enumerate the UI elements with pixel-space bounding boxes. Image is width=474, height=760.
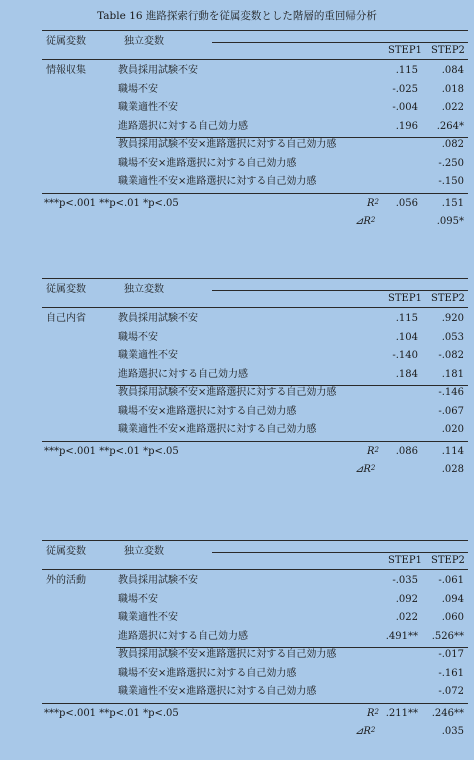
- step1-value: -.004: [392, 102, 418, 113]
- iv-label: 職業適性不安×進路選択に対する自己効力感: [118, 686, 317, 697]
- step2-value: .060: [441, 612, 464, 623]
- top-rule: [42, 540, 468, 541]
- step1-value: .196: [395, 120, 418, 132]
- iv-label: 進路選択に対する自己効力感: [118, 368, 248, 380]
- r-squared-step1: .211**: [385, 707, 418, 719]
- step2-value: .084: [441, 65, 464, 76]
- step2-value: .053: [441, 331, 464, 343]
- r-squared-step2: .114: [441, 445, 464, 457]
- step2-header: STEP2: [431, 45, 465, 56]
- iv-label: 職場不安: [118, 331, 158, 343]
- iv-label: 教員採用試験不安: [118, 65, 198, 76]
- delta-r-squared-label: $⊿R^2$: [355, 464, 376, 475]
- step2-value: -.250: [438, 157, 464, 169]
- step2-value: .082: [441, 139, 464, 150]
- dv-header: 従属変数: [46, 36, 86, 47]
- iv-label: 教員採用試験不安×進路選択に対する自己効力感: [118, 139, 337, 150]
- iv-label: 職場不安×進路選択に対する自己効力感: [118, 405, 297, 417]
- top-rule: [42, 278, 468, 279]
- dv-header: 従属変数: [46, 284, 86, 295]
- iv-label: 職業適性不安×進路選択に対する自己効力感: [118, 424, 317, 435]
- iv-label: 教員採用試験不安×進路選択に対する自己効力感: [118, 387, 337, 398]
- subheader-rule: [42, 307, 468, 308]
- step2-value: .264*: [436, 120, 464, 132]
- step1-value: .115: [395, 65, 418, 76]
- step1-header: STEP1: [388, 45, 422, 56]
- delta-r-squared-label: $⊿R^2$: [355, 216, 376, 227]
- dv-header: 従属変数: [46, 546, 86, 557]
- iv-header: 独立変数: [124, 284, 164, 295]
- step1-value: .104: [395, 331, 418, 343]
- delta-r-squared-label: $⊿R^2$: [355, 726, 376, 737]
- step2-value: -.067: [438, 405, 464, 417]
- step2-value: .181: [441, 368, 464, 380]
- table-title: Table 16 進路探索行動を従属変数とした階層的重回帰分析: [97, 10, 377, 22]
- step2-value: -.061: [438, 575, 464, 586]
- significance-note: ***p<.001 **p<.01 *p<.05: [44, 445, 179, 457]
- iv-label: 教員採用試験不安: [118, 313, 198, 324]
- delta-r-squared-value: .035: [441, 726, 464, 737]
- step1-header: STEP1: [388, 293, 422, 304]
- step2-value: -.082: [438, 350, 464, 361]
- r-squared-step1: .056: [395, 197, 418, 209]
- iv-label: 職場不安×進路選択に対する自己効力感: [118, 157, 297, 169]
- step1-value: .184: [395, 368, 418, 380]
- interaction-rule: [116, 385, 468, 386]
- dependent-variable: 自己内省: [46, 313, 86, 324]
- step1-value: -.025: [392, 83, 418, 95]
- dependent-variable: 情報収集: [46, 65, 86, 76]
- step2-value: -.017: [438, 649, 464, 660]
- step2-value: .094: [441, 593, 464, 605]
- r-squared-step2: .246**: [431, 707, 464, 719]
- iv-label: 職業適性不安: [118, 102, 178, 113]
- bottom-rule: [42, 703, 468, 704]
- interaction-rule: [116, 647, 468, 648]
- header-rule: [212, 552, 468, 553]
- significance-note: ***p<.001 **p<.01 *p<.05: [44, 197, 179, 209]
- step1-value: -.035: [392, 575, 418, 586]
- iv-header: 独立変数: [124, 36, 164, 47]
- delta-r-squared-value: .028: [441, 464, 464, 475]
- step1-value: .022: [395, 612, 418, 623]
- step2-value: .920: [441, 313, 464, 324]
- step2-header: STEP2: [431, 293, 465, 304]
- iv-header: 独立変数: [124, 546, 164, 557]
- header-rule: [212, 42, 468, 43]
- step2-value: -.161: [438, 667, 464, 679]
- iv-label: 職場不安×進路選択に対する自己効力感: [118, 667, 297, 679]
- iv-label: 教員採用試験不安×進路選択に対する自己効力感: [118, 649, 337, 660]
- step2-value: .020: [441, 424, 464, 435]
- iv-label: 職場不安: [118, 593, 158, 605]
- r-squared-step1: .086: [395, 445, 418, 457]
- step2-value: -.072: [438, 686, 464, 697]
- step2-value: -.146: [438, 387, 464, 398]
- step1-value: .115: [395, 313, 418, 324]
- r-squared-label: $R^2$: [367, 707, 379, 719]
- step1-value: .092: [395, 593, 418, 605]
- regression-block: [0, 540, 474, 760]
- regression-block: [0, 278, 474, 498]
- step1-value: -.140: [392, 350, 418, 361]
- iv-label: 進路選択に対する自己効力感: [118, 630, 248, 642]
- iv-label: 職業適性不安: [118, 350, 178, 361]
- subheader-rule: [42, 569, 468, 570]
- top-rule: [42, 30, 468, 31]
- subheader-rule: [42, 59, 468, 60]
- iv-label: 職場不安: [118, 83, 158, 95]
- bottom-rule: [42, 193, 468, 194]
- iv-label: 職業適性不安×進路選択に対する自己効力感: [118, 176, 317, 187]
- bottom-rule: [42, 441, 468, 442]
- step2-value: -.150: [438, 176, 464, 187]
- step2-header: STEP2: [431, 555, 465, 566]
- r-squared-step2: .151: [441, 197, 464, 209]
- delta-r-squared-value: .095*: [436, 216, 464, 227]
- header-rule: [212, 290, 468, 291]
- dependent-variable: 外的活動: [46, 575, 86, 586]
- step2-value: .526**: [431, 630, 464, 642]
- step2-value: .018: [441, 83, 464, 95]
- r-squared-label: $R^2$: [367, 445, 379, 457]
- regression-block: [0, 30, 474, 250]
- iv-label: 職業適性不安: [118, 612, 178, 623]
- r-squared-label: $R^2$: [367, 197, 379, 209]
- iv-label: 教員採用試験不安: [118, 575, 198, 586]
- significance-note: ***p<.001 **p<.01 *p<.05: [44, 707, 179, 719]
- step1-header: STEP1: [388, 555, 422, 566]
- step1-value: .491**: [385, 630, 418, 642]
- interaction-rule: [116, 137, 468, 138]
- iv-label: 進路選択に対する自己効力感: [118, 120, 248, 132]
- step2-value: .022: [441, 102, 464, 113]
